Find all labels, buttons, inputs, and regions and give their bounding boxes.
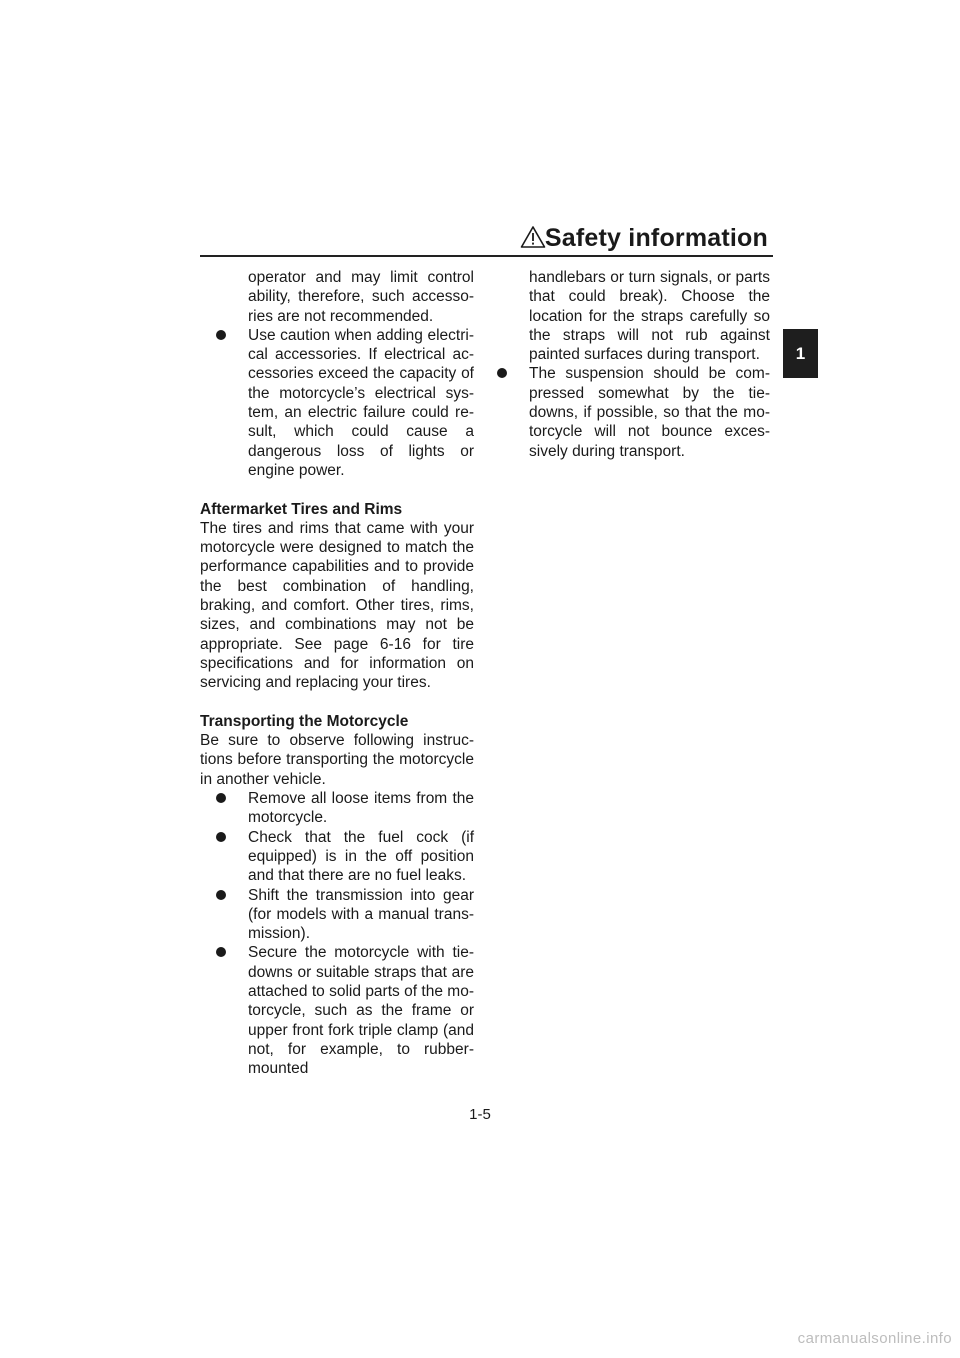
transport-item-fuel-cock: Check that the fuel cock (if equipped) is in the off position and that there are no fuel leaks. <box>216 828 474 886</box>
tires-paragraph: The tires and rims that came with your motorcycle were designed to match the performance capabilities and to provide the best combination of handling, braking, and comfort. Other tires, rims, sizes, and combinations may not be appropriate. See page 6-16 for tire specifications and for information on servicing and replacing your tires. <box>200 519 474 692</box>
transport-heading: Transporting the Motorcycle <box>200 712 409 730</box>
header-divider <box>200 255 773 257</box>
left-column <box>200 268 474 1078</box>
page-number: 1-5 <box>469 1106 491 1123</box>
page-title: Safety information <box>544 224 768 252</box>
right-column <box>497 268 770 461</box>
transport-item-transmission: Shift the transmission into gear (for models with a manual transmission). <box>216 886 474 944</box>
suspension-bullet: The suspension should be compressed somewhat by the tie-downs, if possible, so that the motorcycle will not bounce excessively during transport. <box>497 364 770 460</box>
page-header <box>200 222 770 254</box>
continued-bullet-text: operator and may limit control ability, therefore, such accessories are not recommended. <box>248 269 474 325</box>
tires-heading: Aftermarket Tires and Rims <box>200 500 403 518</box>
transport-intro: Be sure to observe following instructions before transporting the motorcycle in another vehicle. <box>200 732 474 788</box>
warning-triangle-icon <box>520 225 546 249</box>
footer-watermark: carmanualsonline.info <box>797 1330 952 1347</box>
transport-item-tie-downs: Secure the motorcycle with tie-downs or suitable straps that are attached to solid parts of the motorcycle, such as the frame or upper front fork triple clamp (and not, for example, to rubber-mounted <box>216 943 474 1078</box>
transport-item-loose-items: Remove all loose items from the motorcycle. <box>216 789 474 828</box>
electrical-accessories-bullet: Use caution when adding electrical accessories. If electrical accessories exceed the capacity of the motorcycle’s electrical system, an electric failure could result, which could cause a dangerous loss of lights or engine power. <box>216 326 474 480</box>
tie-downs-continued-text: handlebars or turn signals, or parts that could break). Choose the location for the straps carefully so the straps will not rub against painted surfaces during transport. <box>529 269 770 364</box>
chapter-tab: 1 <box>783 329 818 378</box>
